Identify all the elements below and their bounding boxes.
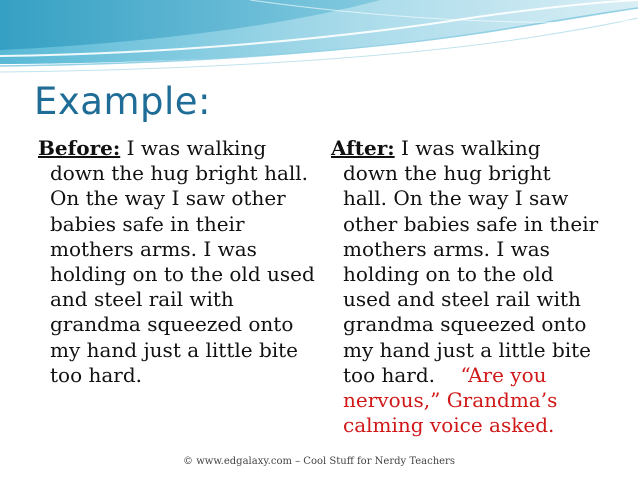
before-paragraph bbox=[38, 136, 323, 388]
copyright-footer: © www.edgalaxy.com – Cool Stuff for Nerdy Teachers bbox=[183, 456, 455, 467]
after-text: I was walking down the hug bright hall. On the way I saw other babies safe in their mothers arms. I was holding on to the old used and steel rail with grandma squeezed onto my hand just a little bite too hard. bbox=[343, 136, 599, 387]
before-text: I was walking down the hug bright hall. On the way I saw other babies safe in their mothers arms. I was holding on to the old used and steel rail with grandma squeezed onto my hand just a little bite too hard. bbox=[50, 136, 315, 387]
after-dialogue: “Are you nervous,” Grandma’s calming voice asked. bbox=[343, 362, 558, 438]
before-label: Before: bbox=[38, 136, 121, 160]
before-column bbox=[38, 136, 323, 388]
after-paragraph bbox=[331, 136, 601, 438]
wave-banner bbox=[0, 0, 638, 80]
after-column bbox=[331, 136, 601, 438]
after-label: After: bbox=[331, 136, 395, 160]
slide-title: Example: bbox=[34, 80, 211, 123]
